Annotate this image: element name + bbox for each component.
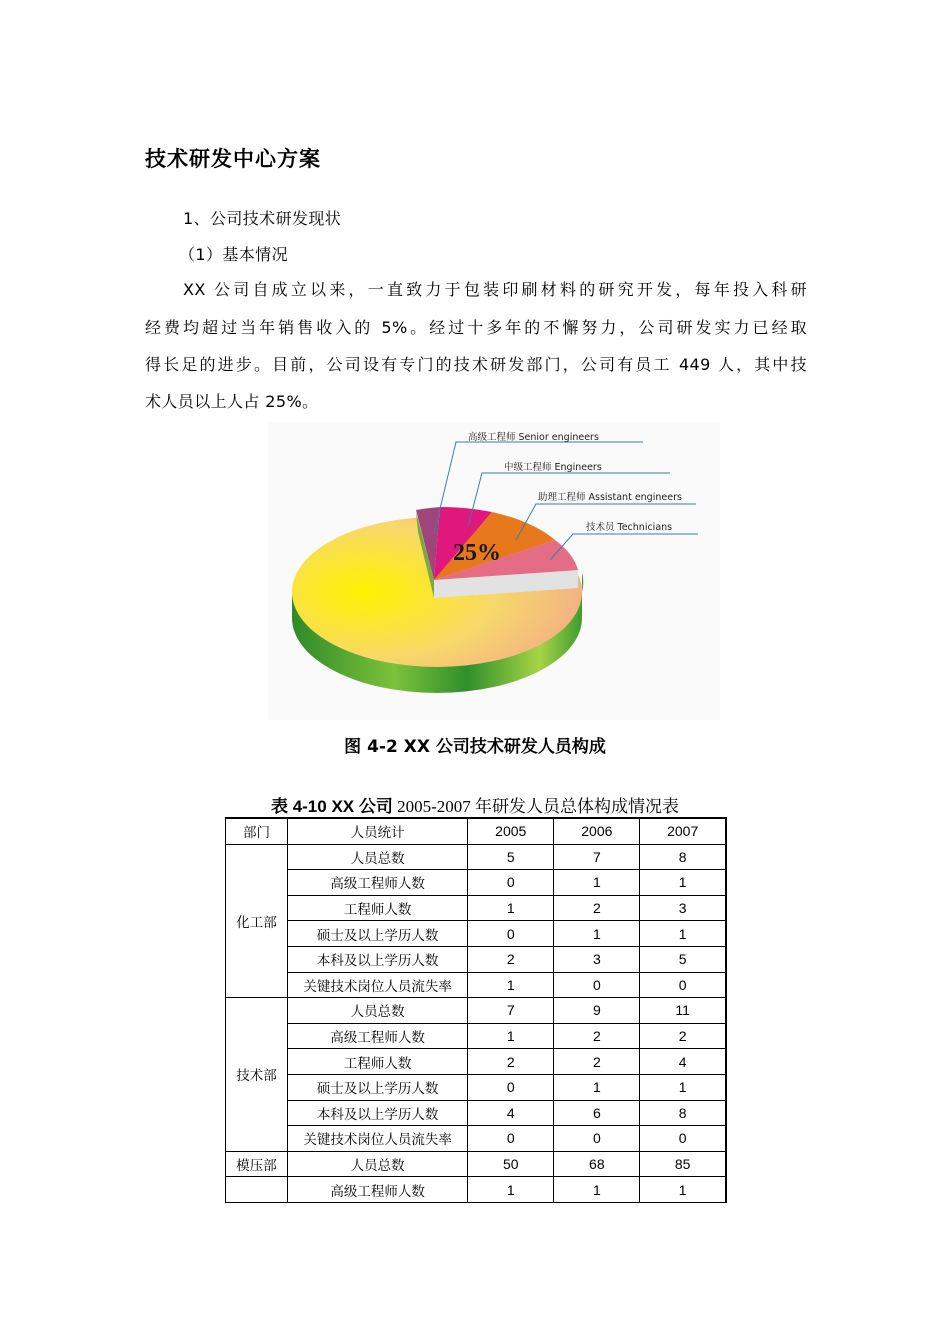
department-cell: 模压部 [226, 1151, 288, 1177]
table-row [226, 1023, 727, 1049]
metric-cell: 本科及以上学历人数 [288, 1100, 468, 1126]
table-row [226, 1074, 727, 1100]
table-row [226, 895, 727, 921]
department-cell: 化工部 [226, 844, 288, 998]
value-cell: 4 [640, 1049, 726, 1075]
value-cell: 1 [468, 895, 554, 921]
value-cell: 0 [468, 1126, 554, 1152]
value-cell: 7 [554, 844, 640, 870]
pie-chart [268, 422, 720, 720]
table-row [226, 1100, 727, 1126]
value-cell: 2 [554, 895, 640, 921]
metric-cell: 高级工程师人数 [288, 1177, 468, 1203]
metric-cell: 高级工程师人数 [288, 870, 468, 896]
value-cell: 1 [554, 921, 640, 947]
value-cell: 0 [468, 870, 554, 896]
value-cell: 0 [554, 1126, 640, 1152]
staff-table [225, 817, 727, 1203]
value-cell: 1 [640, 1074, 726, 1100]
table-caption [0, 792, 950, 817]
value-cell: 5 [640, 946, 726, 972]
metric-cell: 关键技术岗位人员流失率 [288, 972, 468, 998]
value-cell: 85 [640, 1151, 726, 1177]
legend-technicians: 技术员 Technicians [586, 522, 673, 533]
figure-caption: 图 4-2 XX 公司技术研发人员构成 [344, 737, 606, 757]
legend-assistant: 助理工程师 Assistant engineers [538, 492, 682, 503]
metric-cell: 工程师人数 [288, 895, 468, 921]
value-cell: 6 [554, 1100, 640, 1126]
value-cell: 50 [468, 1151, 554, 1177]
value-cell: 2 [554, 1023, 640, 1049]
value-cell: 3 [640, 895, 726, 921]
value-cell: 3 [554, 946, 640, 972]
department-cell-empty [226, 1177, 288, 1203]
metric-cell: 工程师人数 [288, 1049, 468, 1075]
value-cell: 1 [640, 870, 726, 896]
header-cell: 人员统计 [288, 818, 468, 844]
paragraph-line-4: 术人员以上人占 25%。 [145, 392, 319, 411]
metric-cell: 人员总数 [288, 998, 468, 1024]
value-cell: 0 [468, 921, 554, 947]
metric-cell: 人员总数 [288, 1151, 468, 1177]
value-cell: 1 [640, 1177, 726, 1203]
paragraph-line-1: XX 公司自成立以来，一直致力于包装印刷材料的研究开发，每年投入科研 [183, 280, 807, 299]
value-cell: 0 [640, 972, 726, 998]
value-cell: 11 [640, 998, 726, 1024]
metric-cell: 硕士及以上学历人数 [288, 1074, 468, 1100]
legend-engineers: 中级工程师 Engineers [504, 462, 602, 473]
table-row [226, 844, 727, 870]
pie-chart-figure [268, 422, 720, 720]
value-cell: 2 [554, 1049, 640, 1075]
value-cell: 68 [554, 1151, 640, 1177]
value-cell: 1 [468, 1023, 554, 1049]
table-row [226, 1049, 727, 1075]
table-caption-bold: 表 4-10 XX 公司 [270, 797, 393, 816]
value-cell: 0 [640, 1126, 726, 1152]
metric-cell: 高级工程师人数 [288, 1023, 468, 1049]
subsection-heading: （1）基本情况 [179, 245, 288, 264]
value-cell: 8 [640, 1100, 726, 1126]
table-row [226, 870, 727, 896]
table-row [226, 998, 727, 1024]
header-cell: 2005 [468, 818, 554, 844]
value-cell: 9 [554, 998, 640, 1024]
paragraph-line-3: 得长足的进步。目前，公司设有专门的技术研发部门，公司有员工 449 人，其中技 [145, 355, 807, 374]
legend-senior: 高级工程师 Senior engineers [468, 432, 599, 443]
value-cell: 1 [468, 972, 554, 998]
value-cell: 2 [468, 946, 554, 972]
value-cell: 0 [554, 972, 640, 998]
header-cell: 部门 [226, 818, 288, 844]
value-cell: 1 [468, 1177, 554, 1203]
value-cell: 7 [468, 998, 554, 1024]
table-caption-rest: 2005-2007 年研发人员总体构成情况表 [392, 797, 680, 816]
paragraph-line-2: 经费均超过当年销售收入的 5%。经过十多年的不懈努力，公司研发实力已经取 [145, 318, 807, 337]
department-cell: 技术部 [226, 998, 288, 1152]
value-cell: 2 [468, 1049, 554, 1075]
table-row [226, 946, 727, 972]
value-cell: 1 [554, 1074, 640, 1100]
section-heading: 1、公司技术研发现状 [183, 209, 342, 228]
metric-cell: 硕士及以上学历人数 [288, 921, 468, 947]
page-title: 技术研发中心方案 [145, 147, 321, 171]
metric-cell: 人员总数 [288, 844, 468, 870]
value-cell: 1 [554, 1177, 640, 1203]
header-cell: 2006 [554, 818, 640, 844]
table-row [226, 921, 727, 947]
value-cell: 0 [468, 1074, 554, 1100]
value-cell: 1 [554, 870, 640, 896]
value-cell: 2 [640, 1023, 726, 1049]
table-row [226, 1151, 727, 1177]
metric-cell: 本科及以上学历人数 [288, 946, 468, 972]
table-row [226, 1177, 727, 1203]
value-cell: 4 [468, 1100, 554, 1126]
value-cell: 8 [640, 844, 726, 870]
table-header-row [226, 818, 727, 844]
header-cell: 2007 [640, 818, 726, 844]
table-row [226, 1126, 727, 1152]
value-cell: 1 [640, 921, 726, 947]
value-cell: 5 [468, 844, 554, 870]
pct-label: 25% [453, 540, 501, 566]
table-row [226, 972, 727, 998]
metric-cell: 关键技术岗位人员流失率 [288, 1126, 468, 1152]
